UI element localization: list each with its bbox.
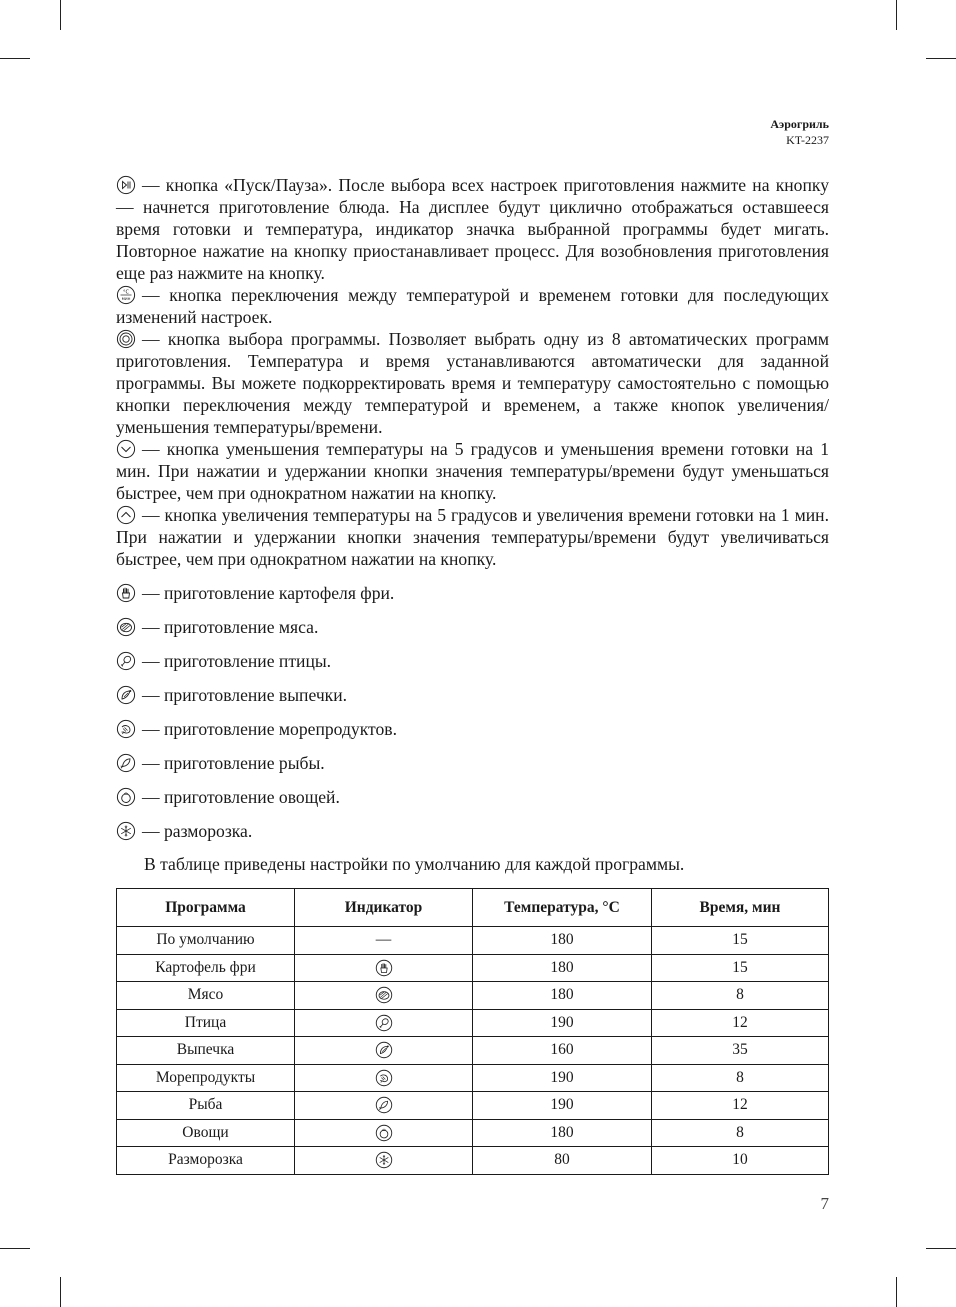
indicator-cell — [295, 1064, 473, 1092]
table-row — [117, 1092, 829, 1120]
indicator-cell — [295, 1009, 473, 1037]
program-item: — приготовление рыбы. — [116, 750, 397, 784]
poultry-icon — [116, 651, 136, 671]
time-cell: 8 — [652, 982, 829, 1010]
meat-icon — [375, 986, 393, 1004]
button-description: — кнопка увеличения температуры на 5 градусов и увеличения времени готовки на 1 мин. При нажатии и удержании кнопки значения температуры/времени будут увеличиваться быстрее, чем при однократном нажатии на кнопку. — [116, 505, 829, 569]
temperature-cell: 190 — [473, 1064, 652, 1092]
program-item: — разморозка. — [116, 818, 397, 852]
temperature-cell: 180 — [473, 982, 652, 1010]
program-item: — приготовление мяса. — [116, 614, 397, 648]
indicator-dash: — — [375, 931, 392, 949]
fries-icon — [116, 583, 136, 603]
indicator-cell — [295, 1092, 473, 1120]
chevron-down-icon — [116, 439, 136, 459]
button-description: — кнопка уменьшения температуры на 5 градусов и уменьшения времени готовки на 1 мин. При нажатии и удержании кнопки значения температуры/времени будут уменьшаться быстрее, чем при однократном нажатии на кнопку. — [116, 439, 829, 503]
crop-mark — [60, 0, 61, 30]
time-cell: 12 — [652, 1009, 829, 1037]
column-header: Индикатор — [295, 889, 473, 927]
program-cell: Птица — [117, 1009, 295, 1037]
poultry-icon — [375, 1014, 393, 1032]
page-number: 7 — [820, 1194, 829, 1213]
program-item: — приготовление выпечки. — [116, 682, 397, 716]
indicator-cell — [295, 1119, 473, 1147]
time-cell: 15 — [652, 927, 829, 955]
fish-icon — [116, 753, 136, 773]
program-item: — приготовление картофеля фри. — [116, 580, 397, 614]
program-select-icon — [116, 329, 136, 349]
svg-text:мин: мин — [121, 297, 131, 302]
fish-icon — [375, 1096, 393, 1114]
program-cell: Разморозка — [117, 1147, 295, 1175]
time-cell: 10 — [652, 1147, 829, 1175]
table-row — [117, 1119, 829, 1147]
svg-text:°C: °C — [123, 289, 129, 296]
temperature-cell: 160 — [473, 1037, 652, 1065]
temp-time-icon — [116, 285, 136, 305]
temperature-cell: 190 — [473, 1092, 652, 1120]
program-cell: Мясо — [117, 982, 295, 1010]
fries-icon — [375, 959, 393, 977]
indicator-cell — [295, 927, 473, 955]
program-cell: Морепродукты — [117, 1064, 295, 1092]
program-cell: Картофель фри — [117, 954, 295, 982]
temperature-cell: 190 — [473, 1009, 652, 1037]
table-header-row — [117, 889, 829, 927]
crop-mark — [0, 1248, 30, 1249]
temperature-cell: 180 — [473, 927, 652, 955]
column-header: Программа — [117, 889, 295, 927]
button-description: °C мин — кнопка переключения между температурой и временем готовки для последующих изменений настроек. — [116, 285, 829, 327]
chevron-up-icon — [116, 505, 136, 525]
indicator-cell — [295, 982, 473, 1010]
program-item: — приготовление птицы. — [116, 648, 397, 682]
meat-icon — [116, 617, 136, 637]
program-cell: Овощи — [117, 1119, 295, 1147]
crop-mark — [896, 1277, 897, 1307]
play-pause-icon — [116, 175, 136, 195]
table-row — [117, 1037, 829, 1065]
seafood-icon — [116, 719, 136, 739]
crop-mark — [926, 58, 956, 59]
vegetables-icon — [375, 1124, 393, 1142]
indicator-cell — [295, 954, 473, 982]
table-row — [117, 1009, 829, 1037]
crop-mark — [60, 1277, 61, 1307]
pastry-icon — [116, 685, 136, 705]
table-intro: В таблице приведены настройки по умолчанию для каждой программы. — [144, 854, 685, 874]
table-row — [117, 954, 829, 982]
table-row — [117, 982, 829, 1010]
button-description: — кнопка «Пуск/Пауза». После выбора всех настроек приготовления нажмите на кнопку — начнется приготовление блюда. На дисплее будут циклично отображаться оставшееся время готовки и температура, индикатор значка выбранной программы будет мигать. Повторное нажатие на кнопку приостанавливает процесс. Для возобновления приготовления еще раз нажмите на кнопку. — [116, 175, 829, 283]
time-cell: 15 — [652, 954, 829, 982]
temperature-cell: 180 — [473, 954, 652, 982]
crop-mark — [896, 0, 897, 30]
indicator-cell — [295, 1037, 473, 1065]
time-cell: 12 — [652, 1092, 829, 1120]
model-number: KT-2237 — [786, 133, 829, 147]
indicator-cell — [295, 1147, 473, 1175]
vegetables-icon — [116, 787, 136, 807]
program-cell: Выпечка — [117, 1037, 295, 1065]
button-description: — кнопка выбора программы. Позволяет выбрать одну из 8 автоматических программ приготовления. Температура и время устанавливаются автоматически для заданной программы. Вы можете подкорректировать время и температуру самостоятельно с помощью кнопки переключения между температурой и временем, а также кнопок увеличения/уменьшения температуры/времени. — [116, 329, 829, 437]
column-header: Время, мин — [652, 889, 829, 927]
time-cell: 8 — [652, 1064, 829, 1092]
program-item: — приготовление овощей. — [116, 784, 397, 818]
program-list — [116, 580, 397, 852]
time-cell: 35 — [652, 1037, 829, 1065]
button-descriptions — [116, 174, 829, 570]
seafood-icon — [375, 1069, 393, 1087]
page-header — [770, 116, 829, 148]
temperature-cell: 80 — [473, 1147, 652, 1175]
table-row — [117, 1064, 829, 1092]
crop-mark — [0, 58, 30, 59]
program-cell: По умолчанию — [117, 927, 295, 955]
table-row — [117, 1147, 829, 1175]
temperature-cell: 180 — [473, 1119, 652, 1147]
pastry-icon — [375, 1041, 393, 1059]
default-settings-table — [116, 888, 829, 1175]
brand-name: Аэрогриль — [770, 117, 829, 131]
program-item: — приготовление морепродуктов. — [116, 716, 397, 750]
defrost-icon — [116, 821, 136, 841]
table-row — [117, 927, 829, 955]
column-header: Температура, °C — [473, 889, 652, 927]
time-cell: 8 — [652, 1119, 829, 1147]
program-cell: Рыба — [117, 1092, 295, 1120]
defrost-icon — [375, 1151, 393, 1169]
crop-mark — [926, 1248, 956, 1249]
